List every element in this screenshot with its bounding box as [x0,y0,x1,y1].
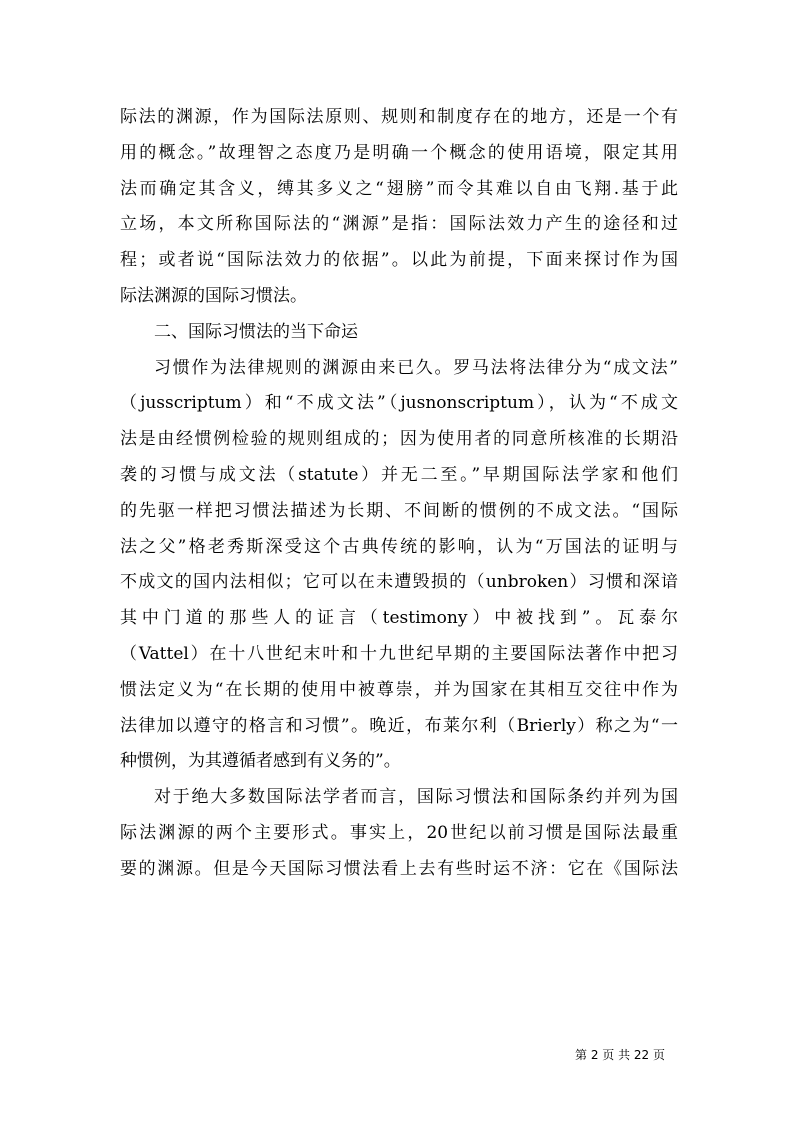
text-line: 的先驱一样把习惯法描述为长期、不间断的惯例的不成文法。“国际 [120,500,678,521]
text-line: 惯法定义为“在长期的使用中被尊崇，并为国家在其相互交往中作为 [120,679,678,700]
text-line: （jusscriptum）和“不成文法”（jusnonscriptum），认为“不成文 [120,393,678,414]
text-line: 袭的习惯与成文法（statute）并无二至。”早期国际法学家和他们 [120,464,678,485]
text-line: 法律加以遵守的格言和习惯”。晚近，布莱尔利（Brierly）称之为“一 [120,715,678,736]
text-line: （Vattel）在十八世纪末叶和十九世纪早期的主要国际法著作中把习 [120,643,678,664]
text-line: 习惯作为法律规则的渊源由来已久。罗马法将法律分为“成文法” [154,357,678,378]
page-number: 第 2 页 共 22 页 [575,1048,665,1062]
text-line: 种惯例，为其遵循者感到有义务的”。 [120,751,401,772]
section-heading: 二、国际习惯法的当下命运 [154,321,358,342]
text-line: 法而确定其含义，缚其多义之“翅膀”而令其难以自由飞翔.基于此 [120,178,678,199]
text-line: 法之父”格老秀斯深受这个古典传统的影响，认为“万国法的证明与 [120,536,678,557]
text-line: 用的概念。”故理智之态度乃是明确一个概念的使用语境，限定其用 [120,142,678,163]
text-line: 际法渊源的国际习惯法。 [120,285,307,306]
text-line: 其中门道的那些人的证言（testimony）中被找到”。瓦泰尔 [120,608,678,629]
text-line: 不成文的国内法相似；它可以在未遭毁损的（unbroken）习惯和深谙 [120,572,678,593]
text-line: 立场，本文所称国际法的“渊源”是指：国际法效力产生的途径和过 [120,214,678,235]
text-line: 程；或者说“国际法效力的依据”。以此为前提，下面来探讨作为国 [120,250,678,271]
document-body [120,100,678,888]
text-line: 要的渊源。但是今天国际习惯法看上去有些时运不济：它在《国际法 [120,858,678,879]
text-line: 法是由经惯例检验的规则组成的；因为使用者的同意所核准的长期沿 [120,429,678,450]
text-line: 际法渊源的两个主要形式。事实上，20世纪以前习惯是国际法最重 [120,822,678,843]
text-line: 际法的渊源，作为国际法原则、规则和制度存在的地方，还是一个有 [120,107,678,127]
text-line: 对于绝大多数国际法学者而言，国际习惯法和国际条约并列为国 [154,787,678,808]
